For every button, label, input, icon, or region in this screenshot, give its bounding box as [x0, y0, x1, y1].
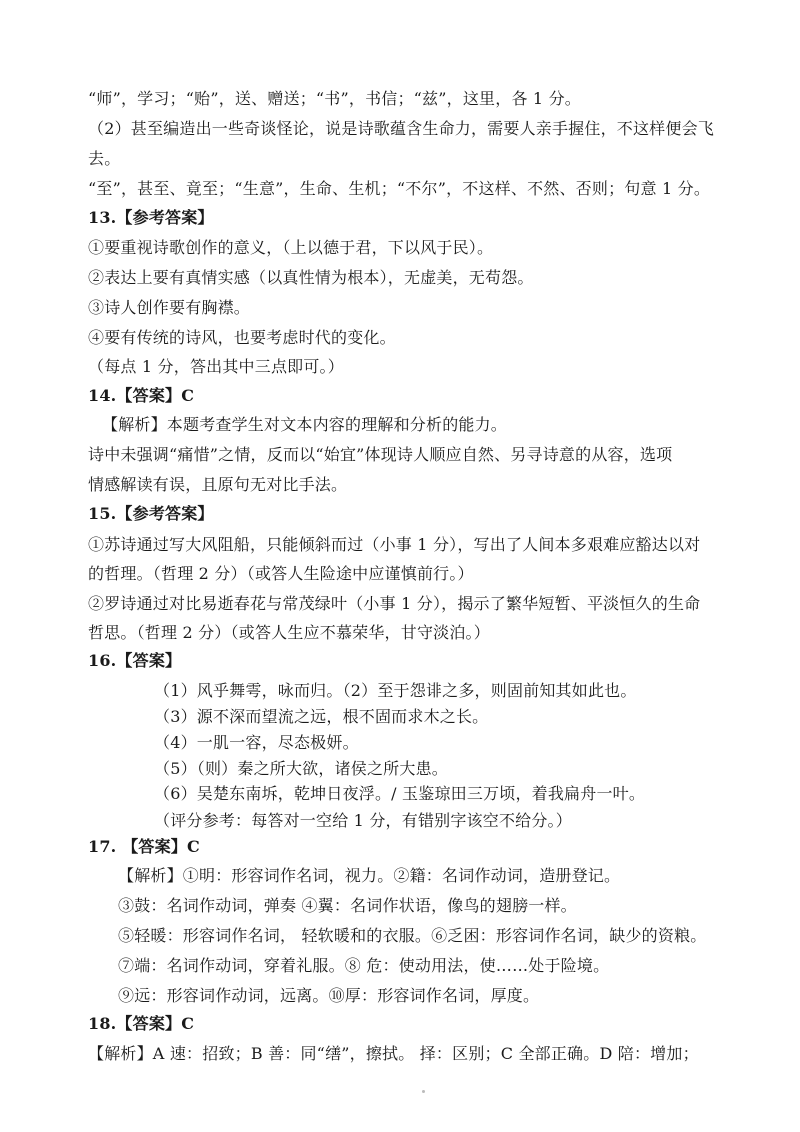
analysis-line: ⑤轻暖：形容词作名词， 轻软暖和的衣服。⑥乏困：形容词作名词，缺少的资粮。 — [118, 926, 707, 945]
list-item-continued: 哲思。（哲理 2 分）（或答人生应不慕荣华，甘守淡泊。） — [88, 623, 490, 642]
analysis-line: 【解析】本题考查学生对文本内容的理解和分析的能力。 — [102, 415, 508, 434]
text-line: （2）甚至编造出一些奇谈怪论，说是诗歌蕴含生命力，需要人亲手握住，不这样便会飞 — [88, 119, 714, 138]
list-item: ③诗人创作要有胸襟。 — [88, 298, 251, 317]
analysis-line: ③鼓：名词作动词，弹奏 ④翼：名词作状语，像鸟的翅膀一样。 — [118, 896, 577, 915]
list-item: （1）风乎舞雩，咏而归。（2）至于怨诽之多，则固前知其如此也。 — [154, 681, 637, 700]
analysis-line: 【解析】①明：形容词作名词，视力。②籍：名词作动词，造册登记。 — [118, 866, 621, 885]
list-item: ①要重视诗歌创作的意义，（上以德于君，下以风于民）。 — [88, 238, 494, 257]
list-item: ②罗诗通过对比易逝春花与常茂绿叶（小事 1 分），揭示了繁华短暂、平淡恒久的生命 — [88, 594, 701, 613]
list-item: ②表达上要有真情实感（以真性情为根本），无虚美，无苟怨。 — [88, 268, 534, 287]
text-line: “师”，学习；“贻”，送、赠送；“书”，书信；“兹”，这里，各 1 分。 — [88, 89, 581, 108]
list-item-continued: 的哲理。（哲理 2 分）（或答人生险途中应谨慎前行。） — [88, 564, 474, 583]
list-item: （4）一肌一容，尽态极妍。 — [154, 733, 359, 752]
scan-speck — [422, 1090, 425, 1093]
section-heading-18: 18.【答案】C — [88, 1014, 195, 1033]
section-heading-15: 15.【参考答案】 — [88, 504, 214, 523]
text-line: 情感解读有误，且原句无对比手法。 — [88, 475, 348, 494]
analysis-line: ⑨远：形容词作动词，远离。⑩厚：形容词作名词，厚度。 — [118, 986, 540, 1005]
section-heading-16: 16.【答案】 — [88, 651, 182, 670]
list-item: ①苏诗通过写大风阻船，只能倾斜而过（小事 1 分），写出了人间本多艰难应豁达以对 — [88, 535, 701, 554]
analysis-line: 【解析】A 速：招致；B 善：同“缮”，擦拭。 择：区别；C 全部正确。D 陪：增加； — [88, 1044, 699, 1063]
analysis-line: ⑦端：名词作动词，穿着礼服。⑧ 危：使动用法，使……处于险境。 — [118, 956, 610, 975]
text-line: 去。 — [88, 149, 121, 168]
text-line: “至”，甚至、竟至；“生意”，生命、生机；“不尔”，不这样、不然、否则；句意 1 分。 — [88, 179, 711, 198]
section-heading-13: 13.【参考答案】 — [88, 208, 214, 227]
list-item: （6）吴楚东南坼，乾坤日夜浮。/ 玉鉴琼田三万顷，着我扁舟一叶。 — [154, 784, 646, 803]
scoring-note: （评分参考：每答对一空给 1 分，有错别字该空不给分。） — [154, 811, 572, 830]
text-line: 诗中未强调“痛惜”之情，反而以“始宜”体现诗人顺应自然、另寻诗意的从容，选项 — [88, 445, 673, 464]
list-item: ④要有传统的诗风，也要考虑时代的变化。 — [88, 328, 396, 347]
list-item: （5）（则）秦之所大欲，诸侯之所大患。 — [154, 759, 448, 778]
section-heading-17: 17. 【答案】C — [88, 837, 200, 856]
list-item: （3）源不深而望流之远，根不固而求木之长。 — [154, 707, 489, 726]
scoring-note: （每点 1 分，答出其中三点即可。） — [88, 357, 344, 376]
section-heading-14: 14.【答案】C — [88, 386, 195, 405]
